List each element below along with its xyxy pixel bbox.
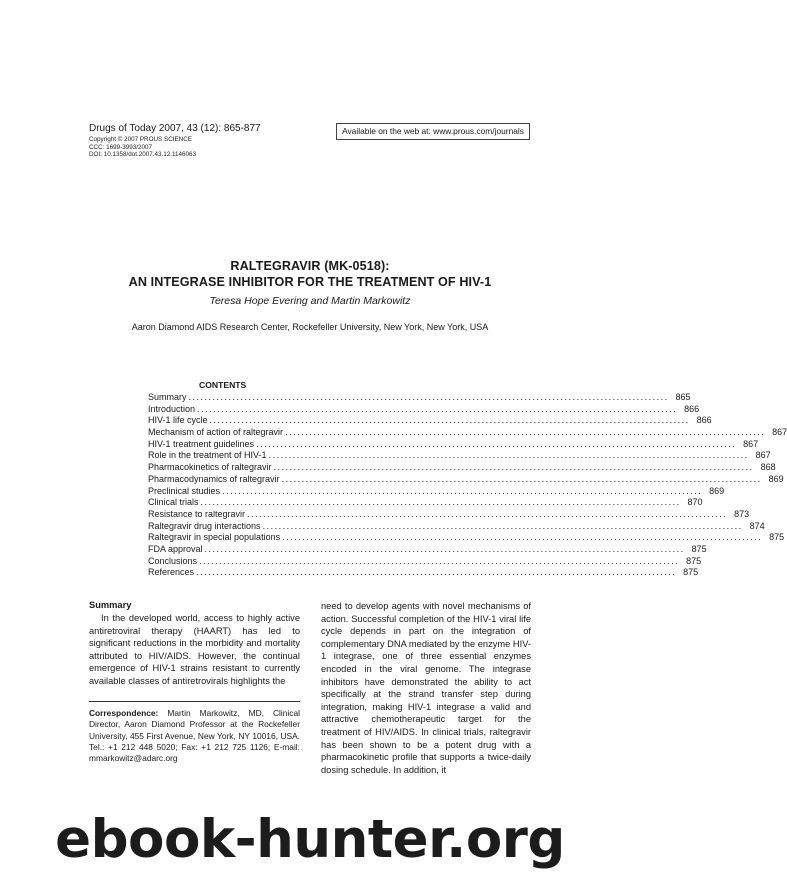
toc-leader-dots: ........................................................................................................................ (273, 462, 754, 473)
toc-leader-dots: ........................................................................................................................ (204, 543, 685, 554)
toc-entry-label: Mechanism of action of raltegravir (148, 427, 284, 438)
toc-leader-dots: ........................................................................................................................ (188, 392, 669, 402)
toc-leader-dots: ........................................................................................................................ (200, 497, 681, 508)
toc-row (148, 508, 750, 521)
toc-entry-page: 875 (686, 555, 702, 566)
toc-entry-label: Pharmacodynamics of raltegravir (148, 473, 280, 484)
toc-entry-page: 865 (675, 392, 691, 402)
toc-row (148, 485, 725, 498)
toc-entry-page: 868 (760, 462, 776, 473)
toc-row (148, 543, 707, 556)
toc-row (148, 450, 771, 462)
toc-entry-label: Conclusions (148, 555, 198, 566)
toc-entry-label: Preclinical studies (148, 485, 221, 496)
toc-entry-label: Summary (148, 392, 187, 402)
toc-entry-label: Role in the treatment of HIV-1 (148, 450, 267, 461)
journal-citation: Drugs of Today 2007, 43 (12): 865-877 (89, 123, 261, 134)
toc-leader-dots: ........................................................................................................................ (222, 485, 703, 496)
correspondence-label: Correspondence: (89, 708, 159, 718)
summary-heading: Summary (89, 600, 132, 610)
toc-row (148, 427, 787, 439)
toc-entry-label: Introduction (148, 403, 196, 414)
copyright-line: Copyright © 2007 PROUS SCIENCE (89, 136, 192, 143)
ccc-line: CCC: 1699-3993/2007 (89, 143, 153, 151)
toc-row (148, 473, 784, 486)
toc-entry-page: 866 (684, 403, 700, 414)
watermark: ebook-hunter.org (55, 809, 565, 870)
toc-entry-page: 869 (768, 473, 784, 484)
toc-leader-dots: ........................................................................................................................ (197, 403, 678, 414)
toc-leader-dots: ........................................................................................................................ (285, 427, 766, 438)
toc-row (148, 520, 765, 533)
toc-row (148, 438, 759, 451)
toc-entry-label: Raltegravir drug interactions (148, 520, 261, 531)
toc-leader-dots: ........................................................................................................................ (268, 450, 749, 461)
toc-row (148, 555, 702, 568)
toc-entry-page: 867 (772, 427, 787, 438)
toc-row (148, 462, 776, 474)
correspondence-note (89, 708, 300, 764)
toc-entry-label: References (148, 567, 195, 578)
toc-entry-page: 867 (743, 438, 759, 449)
toc-entry-label: Pharmacokinetics of raltegravir (148, 462, 272, 473)
contents-heading: CONTENTS (199, 380, 247, 390)
table-of-contents (148, 392, 787, 579)
toc-leader-dots: ........................................................................................................................ (281, 473, 762, 484)
toc-leader-dots: ........................................................................................................................ (282, 532, 763, 543)
toc-row (148, 392, 691, 404)
toc-row (148, 497, 703, 509)
toc-entry-label: HIV-1 life cycle (148, 415, 208, 426)
affiliation: Aaron Diamond AIDS Research Center, Rockefeller University, New York, New York, USA (131, 322, 489, 332)
toc-leader-dots: ........................................................................................................................ (247, 508, 728, 519)
toc-row (148, 415, 712, 427)
toc-entry-page: 875 (683, 567, 699, 578)
toc-entry-page: 866 (696, 415, 712, 426)
footnote-divider (89, 701, 300, 702)
toc-leader-dots: ........................................................................................................................ (256, 438, 737, 449)
toc-row (148, 532, 785, 544)
toc-row (148, 567, 699, 579)
toc-leader-dots: ........................................................................................................................ (262, 520, 743, 531)
toc-entry-label: Raltegravir in special populations (148, 532, 281, 543)
toc-entry-label: Resistance to raltegravir (148, 508, 246, 519)
article-title-line-2: AN INTEGRASE INHIBITOR FOR THE TREATMENT OF HIV-1 (128, 275, 492, 289)
toc-entry-label: FDA approval (148, 543, 203, 554)
summary-text-left: In the developed world, access to highly active antiretroviral therapy (HAART) has led to significant reductions in the morbidity and mortality attributed to HIV/AIDS. However, the continual emergence of HIV-1 strains resistant to currently available classes of antiretrovirals highlights the (89, 613, 300, 686)
author-list: Teresa Hope Evering and Martin Markowitz (209, 295, 411, 307)
doi-line: DOI: 10.1358/dot.2007.43.12.1146063 (89, 151, 197, 158)
toc-entry-page: 874 (749, 520, 765, 531)
toc-entry-page: 870 (687, 497, 703, 508)
toc-leader-dots: ........................................................................................................................ (199, 555, 680, 566)
toc-leader-dots: ........................................................................................................................ (209, 415, 690, 426)
toc-entry-page: 867 (755, 450, 771, 461)
toc-entry-label: Clinical trials (148, 497, 199, 508)
summary-text-right: need to develop agents with novel mechanisms of action. Successful completion of the HIV-1 viral life cycle depends in part on the integration of complementary DNA mediated by the enzyme HIV-1 integrase, one of three essential enzymes encoded in the viral genome. The integrase inhibitors have demonstrated the ability to act specifically at the strand transfer step during integration, making HIV-1 integrase a valid and attractive chemotherapeutic target for the treatment of HIV/AIDS. In clinical trials, raltegravir has been shown to be a potent drug with a pharmacokinetic profile that supports a twice-daily dosing schedule. In addition, it (321, 601, 531, 775)
toc-entry-page: 875 (769, 532, 785, 543)
toc-row (148, 403, 700, 416)
toc-entry-page: 875 (691, 543, 707, 554)
toc-entry-page: 873 (734, 508, 750, 519)
correspondence-text: Martin Markowitz, MD, Clinical Director, Aaron Diamond Professor at the Rockefeller University, 455 First Avenue, New York, NY 10016, USA. Tel.: +1 212 448 5020; Fax: +1 212 725 1126; E-mail: mmarkowitz@adarc.org (89, 708, 300, 764)
toc-entry-label: HIV-1 treatment guidelines (148, 438, 255, 449)
article-title-line-1: RALTEGRAVIR (MK-0518): (230, 259, 390, 273)
availability-box: Available on the web at: www.prous.com/journals (336, 123, 530, 140)
toc-entry-page: 869 (709, 485, 725, 496)
toc-leader-dots: ........................................................................................................................ (196, 567, 677, 578)
